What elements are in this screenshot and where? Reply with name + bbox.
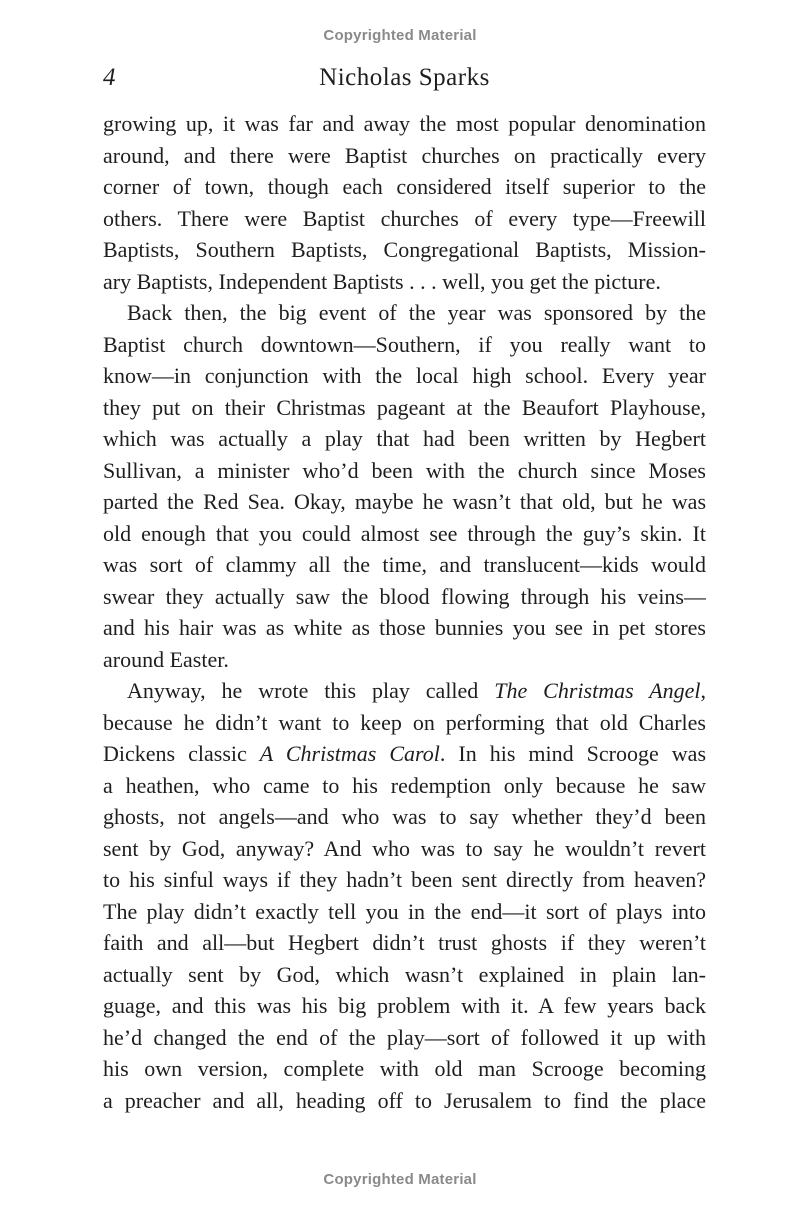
text-run: Anyway, he wrote this play called [127, 678, 495, 703]
running-header [103, 60, 706, 96]
text-line: to his sinful ways if they hadn’t been sent directly from heaven? [103, 867, 706, 892]
text-line: know—in conjunction with the local high school. Every year [103, 363, 706, 388]
text-line: around Easter. [103, 646, 229, 672]
text-line: faith and all—but Hegbert didn’t trust ghosts if they weren’t [103, 930, 706, 955]
copyright-watermark-top: Copyrighted Material [323, 27, 477, 44]
page-number: 4 [103, 64, 116, 91]
text-line: because he didn’t want to keep on performing that old Charles [103, 709, 706, 735]
text-line: growing up, it was far and away the most popular denomination [103, 111, 706, 136]
text-line: parted the Red Sea. Okay, maybe he wasn’t that old, but he was [103, 489, 706, 514]
text-line [103, 675, 706, 707]
text-line: sent by God, anyway? And who was to say he wouldn’t revert [103, 835, 706, 861]
book-title-italic: A Christmas Carol [259, 741, 440, 766]
body-text [103, 108, 706, 1116]
text-line: guage, and this was his big problem with it. A few years back [103, 993, 706, 1018]
text-line: was sort of clammy all the time, and translucent—kids would [103, 552, 706, 577]
text-line: which was actually a play that had been written by Hegbert [103, 426, 706, 451]
text-line: ary Baptists, Independent Baptists . . . well, you get the picture. [103, 268, 661, 294]
text-line: and his hair was as white as those bunnies you see in pet stores [103, 615, 706, 640]
text-line: around, and there were Baptist churches on practically every [103, 142, 706, 168]
text-line: his own version, complete with old man Scrooge becoming [103, 1056, 706, 1081]
text-run: Dickens classic [103, 741, 260, 766]
text-line: others. There were Baptist churches of every type—Freewill [103, 205, 706, 231]
text-line: Sullivan, a minister who’d been with the church since Moses [103, 457, 706, 483]
text-line: a heathen, who came to his redemption only because he saw [103, 772, 706, 798]
running-title: Nicholas Sparks [319, 64, 490, 91]
text-line: corner of town, though each considered itself superior to the [103, 174, 706, 199]
copyright-watermark-bottom: Copyrighted Material [323, 1171, 477, 1188]
text-line: he’d changed the end of the play—sort of followed it up with [103, 1024, 706, 1050]
text-run: , [700, 678, 706, 703]
text-line: swear they actually saw the blood flowing through his veins— [103, 583, 706, 609]
text-line: ghosts, not angels—and who was to say whether they’d been [103, 804, 706, 829]
book-title-italic: The Christmas Angel [494, 678, 701, 703]
text-line [103, 738, 706, 770]
text-run: . In his mind Scrooge was [439, 741, 706, 766]
text-line: old enough that you could almost see through the guy’s skin. It [103, 520, 706, 546]
text-line: a preacher and all, heading off to Jerusalem to find the place [103, 1087, 706, 1113]
text-line: they put on their Christmas pageant at the Beaufort Playhouse, [103, 394, 706, 420]
text-line: Baptists, Southern Baptists, Congregational Baptists, Mission- [103, 237, 706, 262]
text-line: Baptist church downtown—Southern, if you really want to [103, 331, 706, 357]
text-line: actually sent by God, which wasn’t explained in plain lan- [103, 961, 706, 987]
text-line: The play didn’t exactly tell you in the end—it sort of plays into [103, 898, 706, 924]
text-line: Back then, the big event of the year was sponsored by the [127, 300, 706, 325]
